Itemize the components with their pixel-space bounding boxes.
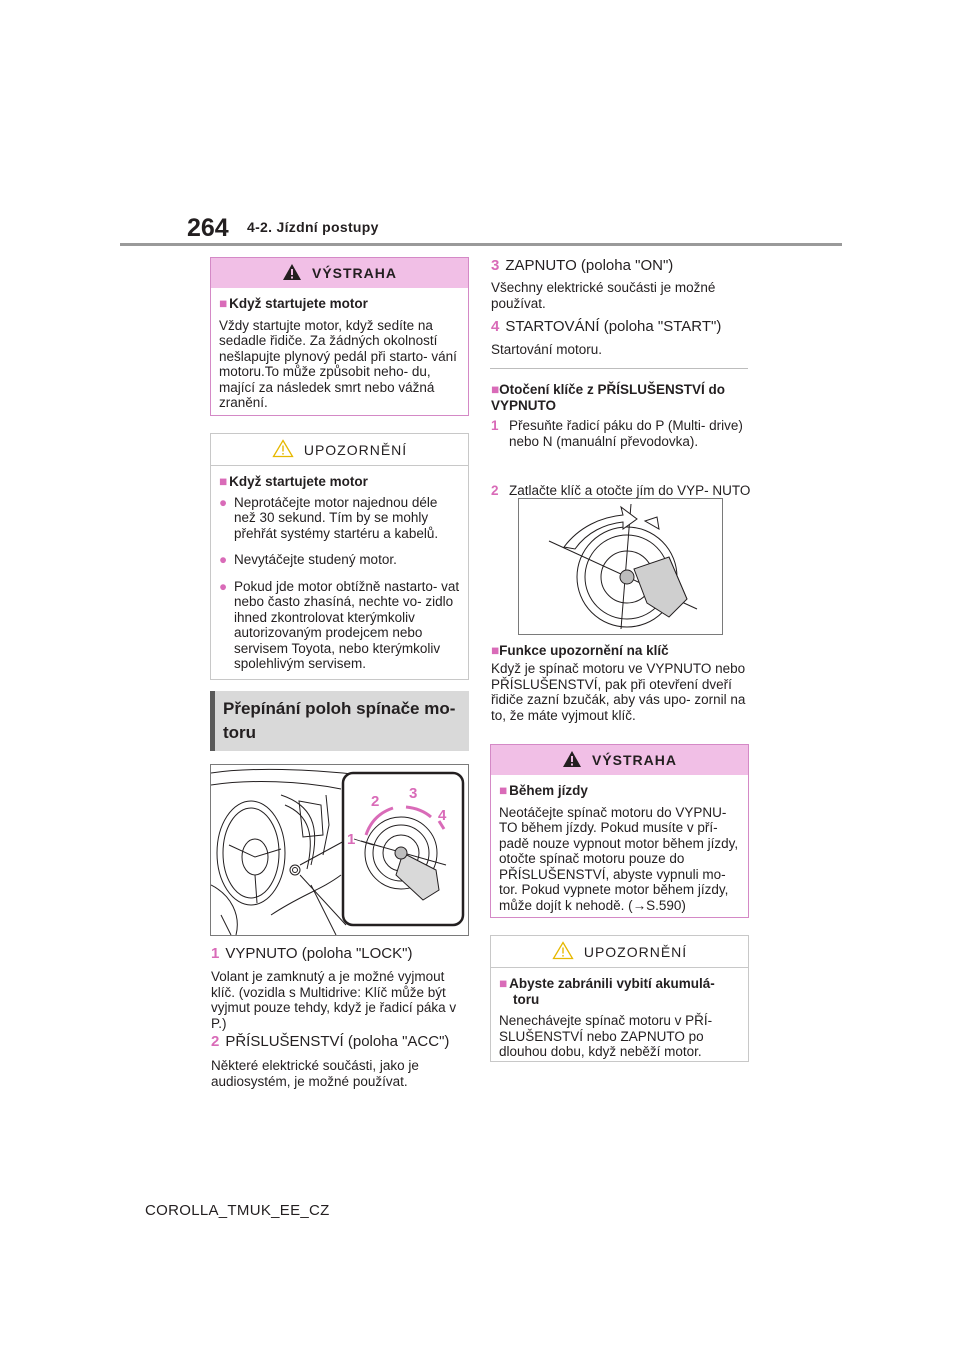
section-title: 4-2. Jízdní postupy [247,219,379,235]
warning-header [211,258,468,288]
round-bullet-icon: ● [219,552,228,567]
key-turn-illustration [519,499,722,634]
warning-title: VÝSTRAHA [311,265,397,281]
warning-text: Vždy startujte motor, když sedíte na sedadle řidiče. Za žádných okolností nešlapujte plynový pedál při starto- vání motoru.To může způsobit neho- du, mající za následek smrt nebo vážná zranění. [219,317,457,410]
key-reminder-text: Když je spínač motoru ve VYPNUTO nebo PŘÍSLUŠENSTVÍ, pak při otevření dveří řidiče zazní bzučák, aby vás upo- zornil na to, že máte vyjmout klíč. [491,661,746,723]
figure-label-2: 2 [371,793,380,810]
turning-heading: ■Otočení klíče z PŘÍSLUŠENSTVÍ do VYPNUTO [491,382,725,413]
ignition-switch-figure [210,764,469,936]
page-number: 264 [187,214,229,242]
warning-triangle-icon [562,750,582,771]
position-4-desc: Startování motoru. [491,342,603,357]
position-2-label: 2 PŘÍSLUŠENSTVÍ (poloha "ACC") [211,1033,450,1050]
square-bullet-icon: ■ [219,474,228,489]
turning-step-2: 2 Zatlačte klíč a otočte jím do VYP- NUTO [491,483,751,498]
warning-subtitle: ■ Během jízdy [499,783,588,798]
figure-label-3: 3 [409,785,418,802]
warning-header [491,745,748,775]
key-turn-figure [518,498,723,635]
position-2-desc: Některé elektrické součásti, jako je audiosystém, je možné používat. [211,1058,419,1089]
caution-header [491,936,748,968]
caution-bullet: ● Neprotáčejte motor najednou déle než 30 sekund. Tím by se mohly přehřát systémy startéru a kabelů. [219,494,439,541]
warning-box-driving [490,744,749,918]
caution-triangle-icon [552,941,574,963]
turning-step-1: 1 Přesuňte řadicí páku do P (Multi- drive) nebo N (manuální převodovka). [491,418,743,449]
caution-bullet: ● Pokud jde motor obtížně nastarto- vat nebo často zhasíná, nechte vo- zidlo ihned zkontrolovat kterýmkoliv autorizovaným prodejcem nebo servisem Toyota, nebo kterýmkoliv spolehlivým servisem. [219,578,460,671]
caution-subtitle: ■ Abyste zabránili vybití akumulá- toru [499,976,715,1007]
position-3-label: 3 ZAPNUTO (poloha "ON") [491,257,674,274]
position-1-label: 1 VYPNUTO (poloha "LOCK") [211,945,413,962]
section-heading: Přepínání poloh spínače mo- toru [210,691,469,751]
round-bullet-icon: ● [219,494,228,510]
caution-text: Nenechávejte spínač motoru v PŘÍ- SLUŠENSTVÍ nebo ZAPNUTO po dlouhou dobu, když neběží motor. [499,1013,713,1059]
column-divider [490,368,748,369]
round-bullet-icon: ● [219,578,228,594]
caution-title: UPOZORNĚNÍ [583,943,688,960]
warning-text: Neotáčejte spínač motoru do VYPNU- TO během jízdy. Pokud musíte v pří- padě nouze vypnout motor během jízdy, otočte spínač motoru pouze do PŘÍSLUŠENSTVÍ, abyste vypnuli mo- tor. Pokud vypnete motor během jízdy, může dojít k nehodě. (→S.590) [499,804,739,913]
caution-title: UPOZORNĚNÍ [303,441,408,458]
footer-model-code: COROLLA_TMUK_EE_CZ [145,1202,330,1219]
square-bullet-icon: ■ [499,783,508,798]
caution-box-engine-start [210,433,469,680]
key-reminder-heading: ■Funkce upozornění na klíč [491,643,669,658]
square-bullet-icon: ■ [499,976,508,991]
dashboard-illustration [211,765,468,935]
caution-box-battery [490,935,749,1062]
position-3-desc: Všechny elektrické součásti je možné používat. [491,280,716,311]
square-bullet-icon: ■ [491,643,500,658]
square-bullet-icon: ■ [219,296,228,311]
square-bullet-icon: ■ [491,382,500,397]
figure-label-4: 4 [438,807,447,824]
caution-header [211,434,468,466]
position-1-desc: Volant je zamknutý a je možné vyjmout klíč. (vozidla s Multidrive: Klíč může být vyjmut pouze tehdy, když je řadicí páka v P.) [211,969,457,1031]
warning-triangle-icon [282,263,302,284]
figure-label-1: 1 [347,831,356,848]
caution-subtitle: ■ Když startujete motor [219,474,368,489]
header-rule [120,243,842,246]
position-4-label: 4 STARTOVÁNÍ (poloha "START") [491,318,722,335]
warning-box-engine-start [210,257,469,416]
caution-triangle-icon [272,439,294,461]
caution-bullet: ● Nevytáčejte studený motor. [219,552,397,567]
warning-title: VÝSTRAHA [591,752,677,768]
warning-subtitle: ■ Když startujete motor [219,296,368,311]
